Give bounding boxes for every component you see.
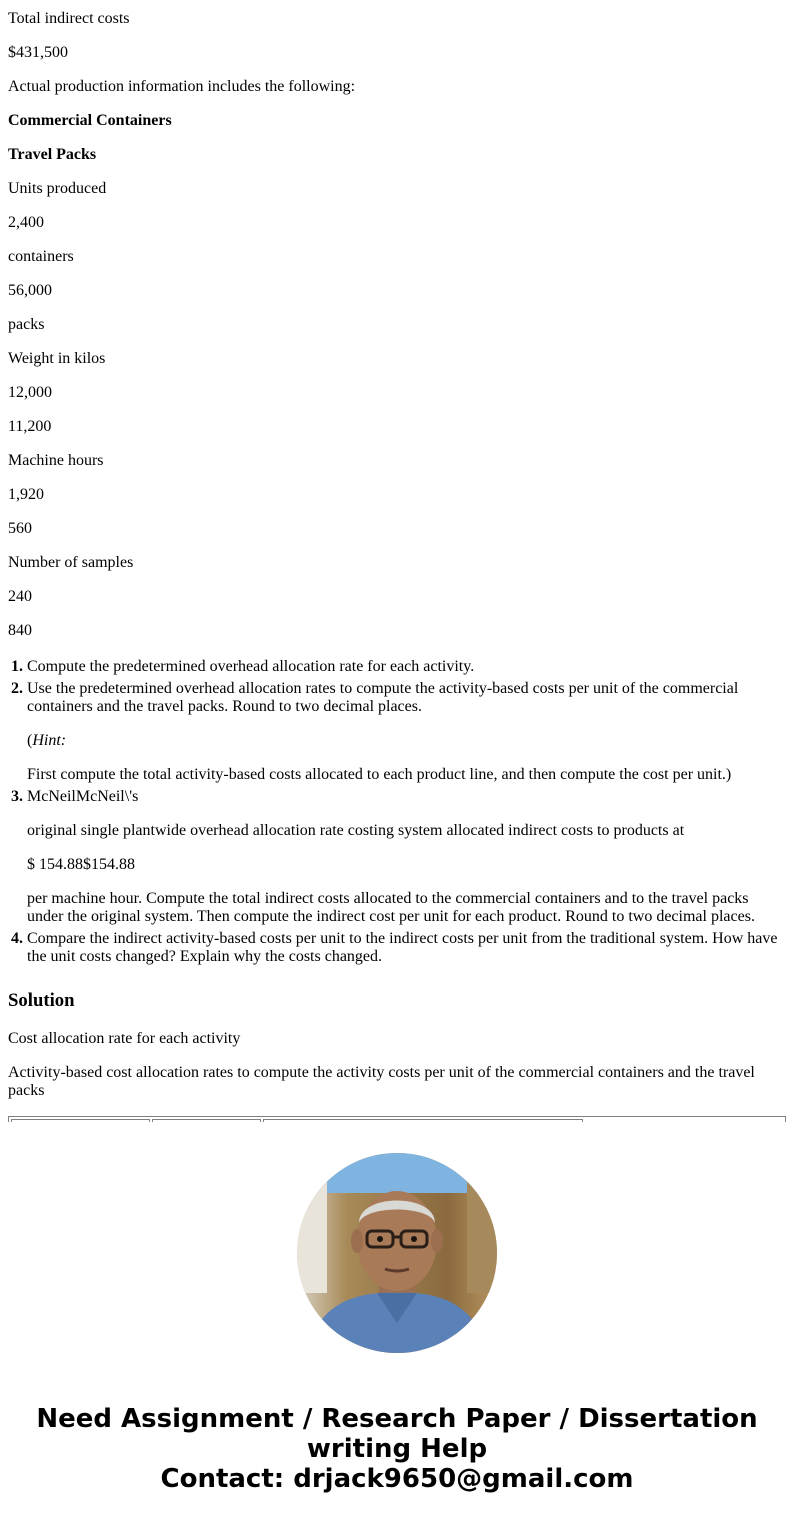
weight-travel-value: 11,200 — [8, 418, 52, 435]
actual-info-text: Actual production information includes the following: — [8, 78, 356, 95]
column-travel-packs: Travel Packs — [8, 146, 97, 163]
question-1-text: 1. Compute the predetermined overhead allocation rate for each activity. — [27, 658, 475, 675]
solution-heading: Solution — [8, 990, 75, 1011]
question-2-hint — [27, 732, 787, 750]
hint-paren: ( — [27, 732, 33, 749]
weight-label: Weight in kilos — [8, 350, 106, 367]
units-travel-unit: packs — [8, 316, 45, 333]
question-list — [8, 658, 787, 966]
question-item — [27, 788, 787, 930]
promo-line-1: Need Assignment / Research Paper / Dissertation — [36, 1404, 758, 1434]
units-travel-value: 56,000 — [8, 282, 52, 299]
solution-line-1: Cost allocation rate for each activity — [8, 1030, 241, 1047]
units-commercial-unit: containers — [8, 248, 74, 265]
solution-line-2: Activity-based cost allocation rates to compute the activity costs per unit of the commercial containers and the travel packs — [8, 1064, 755, 1099]
question-4-text: 4. Compare the indirect activity-based costs per unit to the indirect costs per unit from the traditional system. How have the unit costs changed? Explain why the costs changed. — [27, 930, 778, 965]
promo-contact: Contact: drjack9650@gmail.com — [160, 1464, 634, 1494]
units-produced-label: Units produced — [8, 180, 107, 197]
samples-commercial-value: 240 — [8, 588, 32, 605]
question-3-text-2: per machine hour. Compute the total indirect costs allocated to the commercial containers and to the travel packs under the original system. Then compute the indirect cost per unit for each product. Round to two decimal places. — [27, 890, 755, 925]
question-item — [27, 680, 787, 788]
question-3-name: 3. McNeilMcNeil\'s — [27, 788, 139, 805]
machine-travel-value: 560 — [8, 520, 32, 537]
samples-label: Number of samples — [8, 554, 134, 571]
hint-label: Hint: — [32, 732, 67, 749]
person-photo-icon — [297, 1153, 497, 1353]
weight-commercial-value: 12,000 — [8, 384, 52, 401]
units-commercial-value: 2,400 — [8, 214, 44, 231]
machine-hours-label: Machine hours — [8, 452, 104, 469]
promo-line-2: writing Help — [306, 1434, 488, 1464]
question-item — [27, 658, 787, 680]
question-2-text: 2. Use the predetermined overhead allocation rates to compute the activity-based costs per unit of the commercial containers and the travel packs. Round to two decimal places. — [27, 680, 739, 715]
question-2-hint-text: First compute the total activity-based costs allocated to each product line, and then compute the cost per unit.) — [27, 766, 732, 783]
total-indirect-value: $431,500 — [8, 44, 68, 61]
promo-banner — [0, 1404, 794, 1494]
column-commercial-containers: Commercial Containers — [8, 112, 172, 129]
question-3-rate: $ 154.88$154.88 — [27, 856, 135, 873]
question-item — [27, 930, 787, 966]
machine-commercial-value: 1,920 — [8, 486, 44, 503]
question-3-text: original single plantwide overhead allocation rate costing system allocated indirect costs to products at — [27, 822, 685, 839]
samples-travel-value: 840 — [8, 622, 32, 639]
total-indirect-label: Total indirect costs — [8, 10, 130, 27]
